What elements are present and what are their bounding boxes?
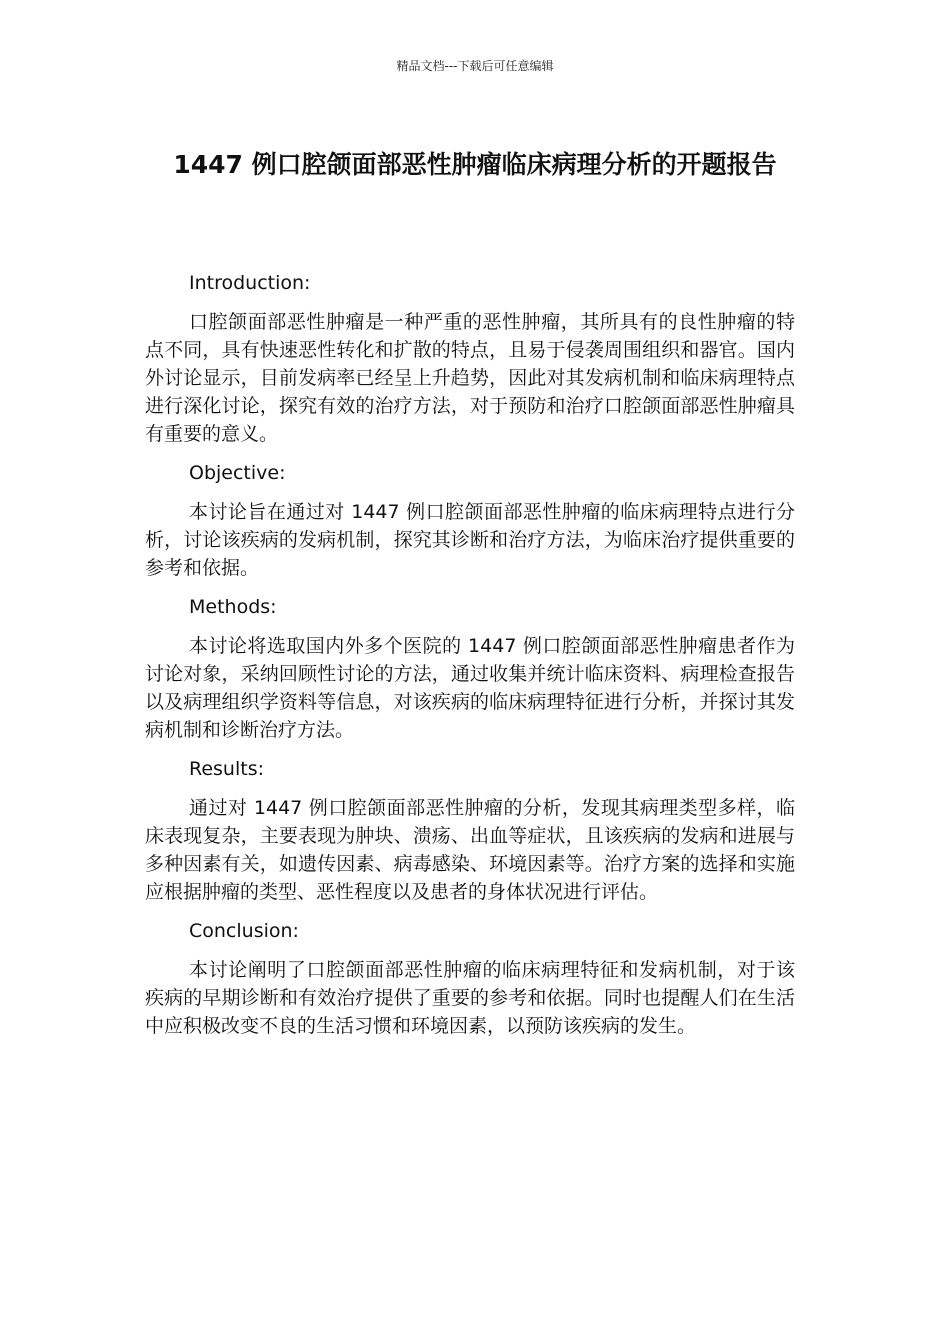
- document-title: 1447 例口腔颌面部恶性肿瘤临床病理分析的开题报告: [173, 150, 777, 179]
- section-results: [145, 754, 795, 906]
- section-text-objective: 本讨论旨在通过对 1447 例口腔颌面部恶性肿瘤的临床病理特点进行分析，讨论该疾病的发病机制，探究其诊断和治疗方法，为临床治疗提供重要的参考和依据。: [145, 501, 795, 579]
- page-header: 精品文档---下载后可任意编辑: [396, 59, 554, 73]
- section-heading-results: Results:: [189, 758, 265, 780]
- section-text-methods: 本讨论将选取国内外多个医院的 1447 例口腔颌面部恶性肿瘤患者作为讨论对象，采纳回顾性讨论的方法，通过收集并统计临床资料、病理检查报告以及病理组织学资料等信息，对该疾病的临床病理特征进行分析，并探讨其发病机制和诊断治疗方法。: [145, 635, 795, 741]
- section-text-results: 通过对 1447 例口腔颌面部恶性肿瘤的分析，发现其病理类型多样，临床表现复杂，主要表现为肿块、溃疡、出血等症状，且该疾病的发病和进展与多种因素有关，如遗传因素、病毒感染、环境因素等。治疗方案的选择和实施应根据肿瘤的类型、恶性程度以及患者的身体状况进行评估。: [145, 797, 795, 903]
- document-body: [145, 268, 795, 1050]
- section-text-conclusion: 本讨论阐明了口腔颌面部恶性肿瘤的临床病理特征和发病机制，对于该疾病的早期诊断和有效治疗提供了重要的参考和依据。同时也提醒人们在生活中应积极改变不良的生活习惯和环境因素，以预防该疾病的发生。: [145, 959, 795, 1037]
- section-heading-methods: Methods:: [189, 596, 277, 618]
- section-heading-objective: Objective:: [189, 462, 286, 484]
- section-heading-conclusion: Conclusion:: [189, 920, 299, 942]
- section-text-introduction: 口腔颌面部恶性肿瘤是一种严重的恶性肿瘤，其所具有的良性肿瘤的特点不同，具有快速恶性转化和扩散的特点，且易于侵袭周围组织和器官。国内外讨论显示，目前发病率已经呈上升趋势，因此对其发病机制和临床病理特点进行深化讨论，探究有效的治疗方法，对于预防和治疗口腔颌面部恶性肿瘤具有重要的意义。: [145, 311, 795, 445]
- section-methods: [145, 592, 795, 744]
- section-objective: [145, 458, 795, 582]
- section-introduction: [145, 268, 795, 448]
- section-heading-introduction: Introduction:: [189, 272, 311, 294]
- section-conclusion: [145, 916, 795, 1040]
